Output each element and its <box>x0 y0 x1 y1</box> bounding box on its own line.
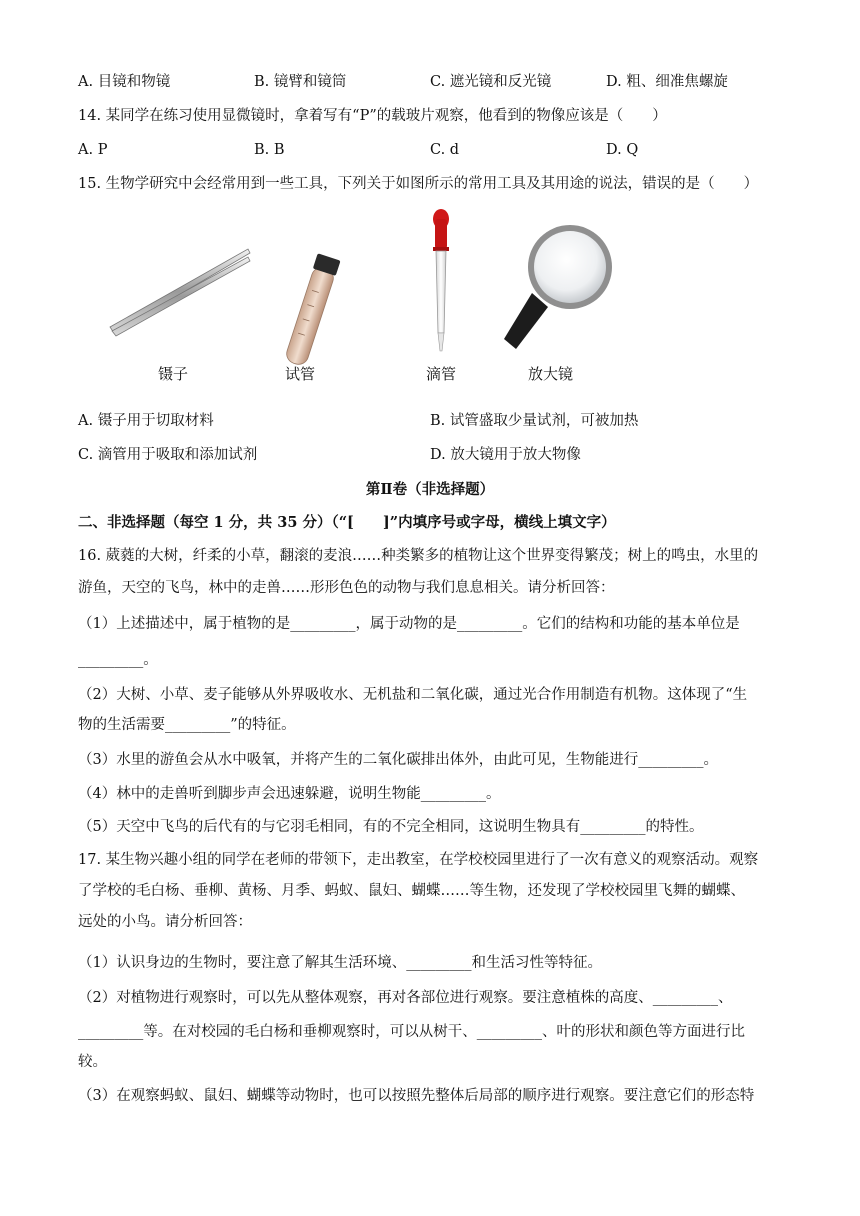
tweezers-icon <box>110 249 250 336</box>
q15-option-a[interactable]: A. 镊子用于切取材料 <box>78 413 214 429</box>
q17-line: _________等。在对校园的毛白杨和垂柳观察时，可以从树干、_________、叶的形状和颜色等方面进行比 <box>78 1024 745 1040</box>
q14-option-d[interactable]: D. Q <box>606 142 639 158</box>
section-title: 第Ⅱ卷（非选择题） <box>365 481 495 498</box>
magnifier-icon <box>504 225 612 349</box>
lab-tools-figure <box>100 205 620 390</box>
q16-line: 物的生活需要_________”的特征。 <box>78 717 296 733</box>
q15-option-b[interactable]: B. 试管盛取少量试剂，可被加热 <box>430 413 639 429</box>
q15-stem: 15. 生物学研究中会经常用到一些工具，下列关于如图所示的常用工具及其用途的说法，错误的是（ ） <box>78 176 759 192</box>
q14-option-b[interactable]: B. B <box>254 142 285 158</box>
q13-option-b[interactable]: B. 镜臂和镜筒 <box>254 74 347 90</box>
q17-line: 远处的小鸟。请分析回答： <box>78 914 252 930</box>
tweezers-label: 镊子 <box>158 365 189 383</box>
q17-line: （2）对植物进行观察时，可以先从整体观察，再对各部位进行观察。要注意植株的高度、_________、 <box>78 990 733 1006</box>
q16-line: （3）水里的游鱼会从水中吸氧，并将产生的二氧化碳排出体外，由此可见，生物能进行_________。 <box>78 752 718 768</box>
q13-option-d[interactable]: D. 粗、细准焦螺旋 <box>606 74 728 90</box>
test-tube-icon <box>283 253 340 367</box>
q14-option-a[interactable]: A. P <box>78 142 108 158</box>
q14-stem: 14. 某同学在练习使用显微镜时，拿着写有“P”的载玻片观察，他看到的物像应该是（ ） <box>78 108 667 124</box>
dropper-label: 滴管 <box>426 365 457 383</box>
q17-line: （1）认识身边的生物时，要注意了解其生活环境、_________和生活习性等特征。 <box>78 955 602 971</box>
section-heading: 二、非选择题（每空 1 分，共 35 分）（“[ ]”内填序号或字母，横线上填文字） <box>78 514 616 531</box>
q16-line: 游鱼，天空的飞鸟，林中的走兽……形形色色的动物与我们息息相关。请分析回答： <box>78 580 615 596</box>
q13-option-c[interactable]: C. 遮光镜和反光镜 <box>430 74 552 90</box>
q17-line: 17. 某生物兴趣小组的同学在老师的带领下，走出教室，在学校校园里进行了一次有意义的观察活动。观察 <box>78 852 759 868</box>
q16-line: （5）天空中飞鸟的后代有的与它羽毛相同，有的不完全相同，这说明生物具有_________的特性。 <box>78 819 704 835</box>
q16-line: 16. 葳蕤的大树，纤柔的小草，翻滚的麦浪……种类繁多的植物让这个世界变得繁茂；树上的鸣虫，水里的 <box>78 548 759 564</box>
q17-line: （3）在观察蚂蚁、鼠妇、蝴蝶等动物时，也可以按照先整体后局部的顺序进行观察。要注意它们的形态特 <box>78 1088 755 1104</box>
q15-option-c[interactable]: C. 滴管用于吸取和添加试剂 <box>78 447 258 463</box>
q16-line: （4）林中的走兽听到脚步声会迅速躲避，说明生物能_________。 <box>78 786 501 802</box>
q17-line: 了学校的毛白杨、垂柳、黄杨、月季、蚂蚁、鼠妇、蝴蝶……等生物，还发现了学校校园里飞舞的蝴蝶、 <box>78 883 745 899</box>
test-tube-label: 试管 <box>285 365 316 383</box>
dropper-icon <box>433 209 449 351</box>
q13-option-a[interactable]: A. 目镜和物镜 <box>78 74 171 90</box>
q17-line: 较。 <box>78 1054 107 1070</box>
q16-line: （2）大树、小草、麦子能够从外界吸收水、无机盐和二氧化碳，通过光合作用制造有机物。这体现了“生 <box>78 687 748 703</box>
q16-line: （1）上述描述中，属于植物的是_________，属于动物的是_________。它们的结构和功能的基本单位是 <box>78 616 740 632</box>
q14-option-c[interactable]: C. d <box>430 142 460 158</box>
q16-line: _________。 <box>78 652 158 668</box>
magnifier-label: 放大镜 <box>528 365 574 383</box>
q15-option-d[interactable]: D. 放大镜用于放大物像 <box>430 447 581 463</box>
